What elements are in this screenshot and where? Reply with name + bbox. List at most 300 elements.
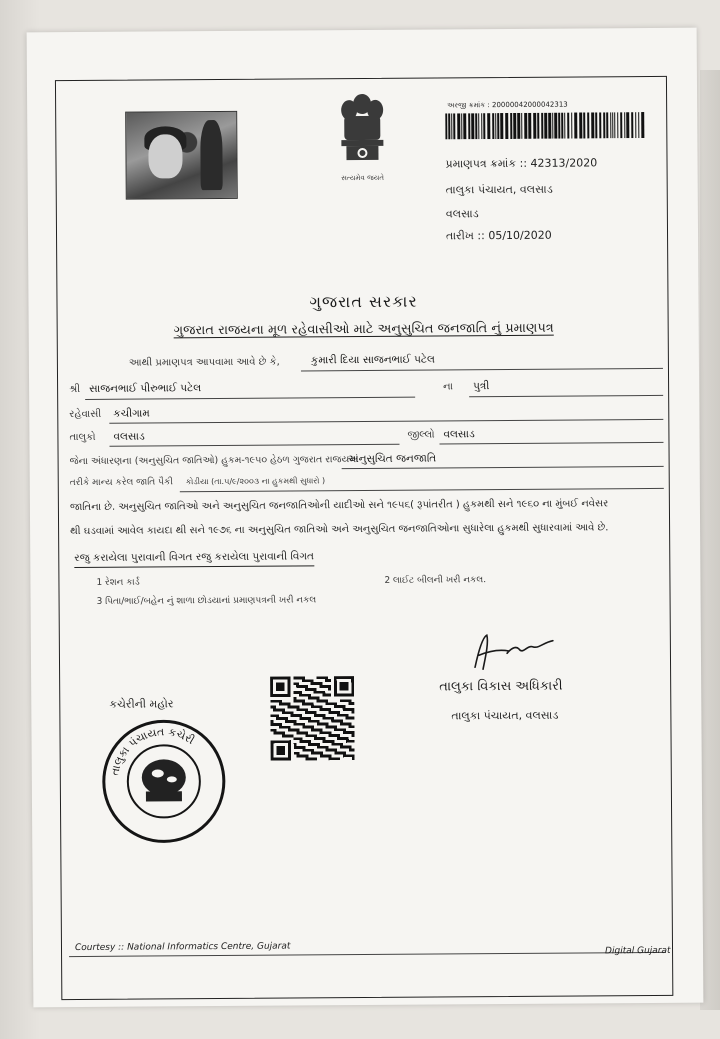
qr-module [305, 758, 308, 761]
barcode-bar [513, 113, 516, 139]
relation-label: ના [443, 381, 454, 393]
qr-module [300, 740, 303, 743]
qr-module [314, 682, 317, 685]
qr-module [337, 711, 340, 714]
qr-module [302, 746, 305, 749]
certificate-title: ગુજરાત સરકાર [309, 291, 418, 312]
qr-module [299, 731, 302, 734]
qr-module [296, 714, 299, 717]
qr-module [305, 731, 308, 734]
applicant-photo [125, 111, 238, 200]
qr-module [331, 749, 334, 752]
qr-module [328, 679, 331, 682]
qr-module [349, 722, 352, 725]
qr-module [302, 749, 305, 752]
qr-module [299, 700, 302, 703]
qr-module [320, 731, 323, 734]
issuing-office: તાલુકા પંચાયત, વલસાડ [445, 182, 553, 197]
qr-module [294, 729, 297, 732]
barcode-bar [561, 113, 563, 139]
qr-module [320, 746, 323, 749]
qr-module [311, 734, 314, 737]
qr-module [337, 743, 340, 746]
barcode-bar [468, 113, 470, 139]
qr-module [305, 685, 308, 688]
qr-module [320, 752, 323, 755]
qr-module [308, 740, 311, 743]
qr-module [328, 717, 331, 720]
qr-module [329, 757, 332, 760]
qr-module [349, 725, 352, 728]
barcode-bar [521, 113, 522, 139]
qr-module [314, 688, 317, 691]
qr-module [305, 694, 308, 697]
qr-module [334, 702, 337, 705]
resident-label: રહેવાસી [69, 408, 102, 421]
qr-module [273, 723, 276, 726]
ashoka-emblem-icon [336, 90, 389, 168]
qr-module [331, 702, 334, 705]
qr-module [288, 705, 291, 708]
qr-module [296, 682, 299, 685]
qr-module [299, 714, 302, 717]
qr-module [273, 714, 276, 717]
qr-module [320, 737, 323, 740]
barcode-bar [495, 113, 496, 139]
qr-module [340, 720, 343, 723]
qr-module [337, 751, 340, 754]
barcode-bar [614, 112, 615, 138]
qr-module [297, 755, 300, 758]
qr-module [294, 737, 297, 740]
qr-module [319, 691, 322, 694]
qr-module [343, 731, 346, 734]
qr-module [317, 714, 320, 717]
qr-module [291, 714, 294, 717]
qr-module [349, 749, 352, 752]
qr-module [291, 720, 294, 723]
qr-module [305, 688, 308, 691]
background-shadow-right [700, 70, 720, 1010]
qr-module [294, 743, 297, 746]
qr-module [305, 734, 308, 737]
barcode-bar [554, 113, 557, 139]
qr-module [323, 754, 326, 757]
qr-module [322, 676, 325, 679]
qr-module [282, 732, 285, 735]
barcode-bar [603, 112, 605, 138]
qr-code [270, 676, 355, 761]
qr-module [302, 702, 305, 705]
barcode-bar [544, 113, 547, 139]
qr-module [273, 732, 276, 735]
qr-module [308, 734, 311, 737]
qr-module [294, 746, 297, 749]
qr-module [320, 714, 323, 717]
certificate-paper [27, 28, 704, 1008]
qr-module [334, 720, 337, 723]
qr-module [317, 697, 320, 700]
qr-module [323, 740, 326, 743]
qr-module [299, 685, 302, 688]
application-number: અરજી ક્રમાંક : 20000042000042313 [447, 100, 568, 110]
qr-module [299, 737, 302, 740]
qr-module [331, 711, 334, 714]
barcode-bar [471, 113, 474, 139]
qr-module [328, 702, 331, 705]
qr-module [314, 691, 317, 694]
qr-module [331, 717, 334, 720]
qr-module [291, 729, 294, 732]
barcode-bar [583, 112, 585, 138]
qr-module [326, 731, 329, 734]
qr-module [302, 708, 305, 711]
qr-module [276, 732, 279, 735]
barcode-bar [579, 112, 582, 138]
qr-module [325, 726, 328, 729]
barcode-bar [624, 112, 625, 138]
qr-module [299, 723, 302, 726]
qr-module [346, 699, 349, 702]
qr-module [305, 755, 308, 758]
qr-module [322, 685, 325, 688]
qr-module [337, 734, 340, 737]
taluka-label: તાલુકો [69, 431, 96, 444]
qr-module [299, 694, 302, 697]
qr-module [308, 697, 311, 700]
qr-module [288, 703, 291, 706]
barcode-bar [612, 112, 613, 138]
barcode-bar [641, 112, 644, 138]
qr-module [282, 717, 285, 720]
qr-module [343, 714, 346, 717]
qr-module [302, 679, 305, 682]
barcode-bar [505, 113, 508, 139]
caste-label: તરીકે માન્ય કરેલ જાતિ પૈકી [69, 477, 173, 489]
barcode-bar [626, 112, 629, 138]
qr-module [270, 720, 273, 723]
qr-module [317, 691, 320, 694]
qr-module [302, 685, 305, 688]
qr-module [349, 746, 352, 749]
qr-module [302, 700, 305, 703]
certificate-number-label: પ્રમાણપત્ર ક્રમાંક :: [445, 156, 528, 171]
qr-module [334, 725, 337, 728]
qr-module [273, 700, 276, 703]
qr-module [340, 746, 343, 749]
qr-module [302, 723, 305, 726]
officer-designation: તાલુકા વિકાસ અધિકારી [439, 678, 563, 695]
qr-module [314, 757, 317, 760]
qr-module [349, 717, 352, 720]
qr-module [343, 722, 346, 725]
qr-module [285, 726, 288, 729]
qr-module [351, 702, 354, 705]
qr-module [337, 720, 340, 723]
officer-signature [469, 629, 559, 676]
qr-module [299, 708, 302, 711]
qr-module [352, 740, 355, 743]
qr-module [334, 734, 337, 737]
qr-module [337, 757, 340, 760]
qr-module [337, 705, 340, 708]
qr-module [320, 699, 323, 702]
qr-module [276, 700, 279, 703]
qr-module [329, 749, 332, 752]
qr-module [326, 754, 329, 757]
barcode-bar [541, 113, 543, 139]
qr-module [279, 700, 282, 703]
caste-value: કોડીયા (તા.૫/૯/૨૦૦૩ ના હુકમથી સુધારો ) [185, 476, 326, 487]
barcode-bar [451, 113, 452, 139]
barcode-bar [453, 113, 455, 139]
qr-module [297, 746, 300, 749]
barcode-bar [552, 113, 553, 139]
qr-module [297, 752, 300, 755]
issue-date: 05/10/2020 [488, 228, 552, 243]
qr-module [282, 726, 285, 729]
qr-module [314, 697, 317, 700]
qr-module [334, 743, 337, 746]
qr-module [346, 708, 349, 711]
qr-module [351, 708, 354, 711]
qr-module [334, 752, 337, 755]
barcode-bar [497, 113, 499, 139]
qr-module [346, 737, 349, 740]
qr-module [351, 717, 354, 720]
document-item-1: 1 રેશન કાર્ડ [96, 577, 140, 588]
certificate-number: 42313/2020 [530, 156, 598, 170]
qr-module [276, 717, 279, 720]
qr-module [302, 676, 305, 679]
qr-module [343, 728, 346, 731]
barcode-bar [510, 113, 512, 139]
qr-module [326, 746, 329, 749]
barcode-bar [548, 113, 551, 139]
qr-module [343, 699, 346, 702]
qr-module [322, 708, 325, 711]
barcode-bar [571, 113, 572, 139]
qr-module [302, 717, 305, 720]
certificate-subtitle: ગુજરાત રાજયના મૂળ રહેવાસીઓ માટે અનુસુચિત જનજાતિ નું પ્રમાણપત્ર [173, 320, 554, 339]
barcode-bar [635, 112, 636, 138]
qr-finder [340, 682, 349, 691]
qr-module [332, 757, 335, 760]
qr-module [305, 740, 308, 743]
qr-module [279, 732, 282, 735]
qr-module [308, 717, 311, 720]
qr-module [311, 726, 314, 729]
qr-module [294, 714, 297, 717]
barcode-bar [478, 113, 479, 139]
qr-module [340, 714, 343, 717]
qr-module [308, 726, 311, 729]
qr-module [340, 737, 343, 740]
qr-module [314, 720, 317, 723]
qr-module [294, 752, 297, 755]
qr-module [305, 708, 308, 711]
qr-module [314, 752, 317, 755]
qr-module [348, 699, 351, 702]
footer-courtesy: Courtesy :: National Informatics Centre, Gujarat [74, 941, 291, 954]
barcode-bar [524, 113, 527, 139]
qr-module [293, 676, 296, 679]
qr-module [279, 723, 282, 726]
qr-module [305, 679, 308, 682]
qr-module [299, 717, 302, 720]
qr-module [285, 734, 288, 737]
qr-module [314, 737, 317, 740]
office-seal-stamp [99, 717, 228, 846]
qr-module [317, 723, 320, 726]
national-emblem [327, 90, 398, 200]
qr-module [346, 731, 349, 734]
qr-module [300, 755, 303, 758]
qr-module [314, 714, 317, 717]
qr-module [308, 702, 311, 705]
barcode-bar [528, 113, 531, 139]
qr-module [303, 755, 306, 758]
qr-module [311, 697, 314, 700]
qr-module [293, 700, 296, 703]
qr-module [311, 711, 314, 714]
qr-module [296, 708, 299, 711]
qr-module [296, 705, 299, 708]
qr-module [297, 731, 300, 734]
emblem-caption: સત્યમેવ જયતે [341, 173, 385, 183]
qr-module [325, 723, 328, 726]
qr-module [349, 731, 352, 734]
qr-module [340, 743, 343, 746]
barcode-bar [481, 113, 482, 139]
qr-module [343, 708, 346, 711]
qr-module [293, 691, 296, 694]
qr-module [299, 676, 302, 679]
qr-module [282, 708, 285, 711]
qr-module [317, 699, 320, 702]
qr-module [325, 699, 328, 702]
qr-module [311, 688, 314, 691]
barcode-bar [574, 113, 577, 139]
qr-module [311, 757, 314, 760]
qr-module [331, 725, 334, 728]
qr-module [334, 705, 337, 708]
qr-module [302, 740, 305, 743]
qr-module [314, 743, 317, 746]
qr-module [323, 731, 326, 734]
qr-module [346, 714, 349, 717]
qr-module [311, 749, 314, 752]
barcode-bar [564, 113, 565, 139]
qr-module [323, 723, 326, 726]
qr-module [297, 723, 300, 726]
qr-module [343, 746, 346, 749]
qr-module [328, 740, 331, 743]
qr-module [346, 722, 349, 725]
qr-finder [276, 682, 285, 691]
qr-module [297, 737, 300, 740]
qr-module [279, 703, 282, 706]
issue-date-label: તારીખ :: [445, 229, 485, 243]
qr-module [296, 700, 299, 703]
qr-module [311, 679, 314, 682]
qr-module [311, 728, 314, 731]
qr-module [325, 685, 328, 688]
qr-module [331, 734, 334, 737]
qr-module [326, 749, 329, 752]
seal-ring-text: તાલુકા પંચાયત કચેરી [108, 725, 197, 777]
qr-module [349, 708, 352, 711]
qr-module [319, 676, 322, 679]
qr-module [300, 746, 303, 749]
barcode [445, 112, 645, 139]
qr-module [282, 703, 285, 706]
barcode-bar [448, 113, 450, 139]
qr-module [325, 676, 328, 679]
qr-module [288, 726, 291, 729]
barcode-bar [487, 113, 490, 139]
qr-module [316, 682, 319, 685]
qr-module [311, 702, 314, 705]
qr-module [279, 708, 282, 711]
barcode-bar [500, 113, 503, 139]
qr-module [334, 749, 337, 752]
qr-module [285, 711, 288, 714]
qr-module [320, 723, 323, 726]
qr-module [329, 754, 332, 757]
qr-module [270, 706, 273, 709]
barcode-bar [463, 113, 466, 139]
certify-label: આથી પ્રમાણપત્ર આપવામા આવે છે કે, [128, 356, 280, 369]
qr-module [340, 751, 343, 754]
qr-module [294, 720, 297, 723]
qr-module [296, 685, 299, 688]
qr-module [279, 717, 282, 720]
qr-module [276, 714, 279, 717]
barcode-bar [567, 113, 569, 139]
qr-module [294, 723, 297, 726]
qr-module [299, 691, 302, 694]
qr-module [293, 682, 296, 685]
qr-module [317, 752, 320, 755]
qr-module [349, 754, 352, 757]
qr-module [340, 728, 343, 731]
photo-face [148, 134, 182, 178]
qr-module [352, 725, 355, 728]
qr-module [349, 740, 352, 743]
district-value: વલસાડ [443, 428, 475, 441]
barcode-bar [638, 112, 639, 138]
document-item-2: 2 લાઈટ બીલની ખરી નકલ. [384, 575, 487, 586]
district-label: જીલ્લો [407, 429, 435, 441]
qr-module [346, 717, 349, 720]
barcode-bar [492, 113, 494, 139]
barcode-bar [533, 113, 536, 139]
qr-module [311, 752, 314, 755]
certificate-number-row [445, 156, 597, 171]
qr-module [317, 728, 320, 731]
qr-module [273, 708, 276, 711]
barcode-bar [617, 112, 618, 138]
qr-module [288, 734, 291, 737]
qr-module [340, 705, 343, 708]
relation-value: પુત્રી [473, 380, 490, 393]
barcode-bar [457, 113, 460, 139]
qr-module [320, 755, 323, 758]
qr-module [288, 720, 291, 723]
qr-module [285, 720, 288, 723]
qr-module [346, 740, 349, 743]
